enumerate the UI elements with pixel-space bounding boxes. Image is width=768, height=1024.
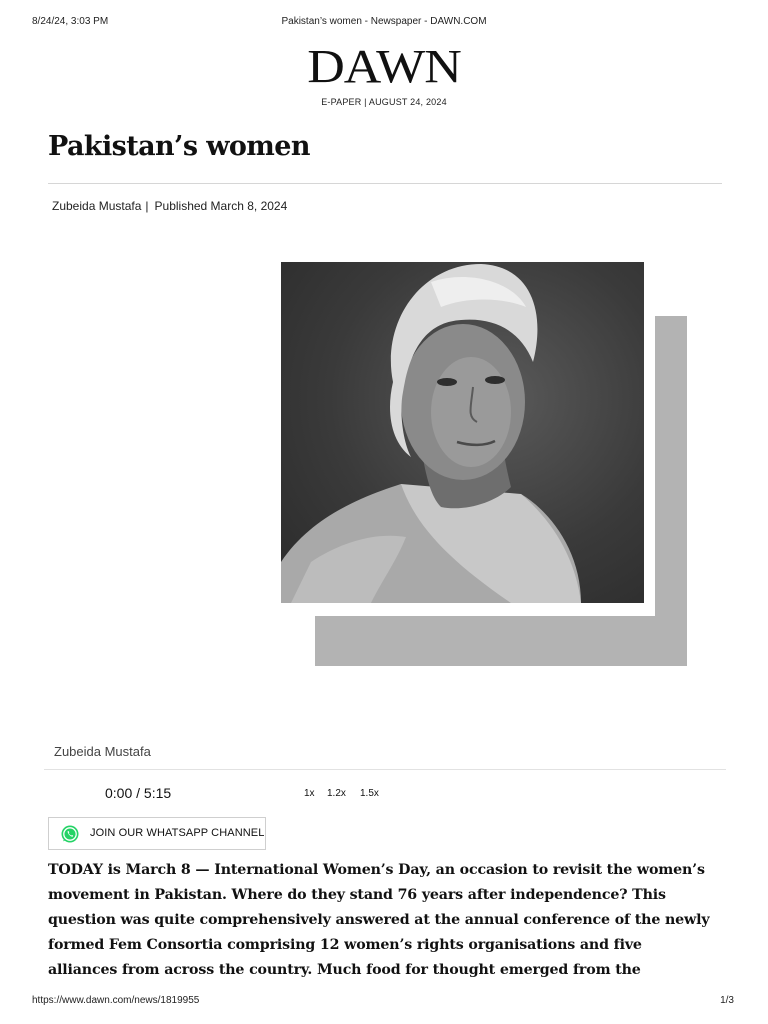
author-portrait-illustration — [281, 262, 644, 603]
author-photo — [281, 262, 644, 603]
print-header — [32, 16, 736, 30]
body-line: movement in Pakistan. Where do they stand 76 years after independence? This — [48, 887, 666, 903]
whatsapp-icon — [60, 824, 80, 844]
byline — [52, 199, 287, 213]
print-url: https://www.dawn.com/news/1819955 — [32, 995, 200, 1006]
photo-caption: Zubeida Mustafa — [54, 744, 151, 759]
body-line: formed Fem Consortia comprising 12 women’s rights organisations and five — [48, 937, 642, 953]
body-line: alliances from across the country. Much food for thought emerged from the — [48, 962, 641, 978]
published-date: Published March 8, 2024 — [154, 199, 288, 213]
join-whatsapp-channel-button[interactable] — [48, 817, 266, 850]
caption-divider — [44, 769, 726, 770]
body-line: question was quite comprehensively answered at the annual conference of the newly — [48, 912, 710, 928]
author-link[interactable]: Zubeida Mustafa — [52, 199, 142, 213]
edition-date: E-PAPER | AUGUST 24, 2024 — [321, 97, 447, 107]
speed-1.2x-button[interactable]: 1.2x — [327, 788, 346, 799]
article-headline: Pakistan’s women — [48, 131, 310, 162]
print-page-title: Pakistan’s women - Newspaper - DAWN.COM — [281, 16, 487, 27]
headline-divider — [48, 183, 722, 184]
article-body — [48, 858, 728, 983]
author-photo-container — [275, 256, 689, 668]
print-datetime: 8/24/24, 3:03 PM — [32, 16, 109, 27]
speed-1.5x-button[interactable]: 1.5x — [360, 788, 379, 799]
print-page-number: 1/3 — [720, 995, 734, 1006]
print-footer — [32, 995, 736, 1009]
speed-1x-button[interactable]: 1x — [304, 788, 315, 799]
whatsapp-button-label: JOIN OUR WHATSAPP CHANNEL — [90, 827, 265, 839]
byline-separator: | — [145, 199, 149, 213]
dawn-logo[interactable]: DAWN — [307, 41, 461, 94]
audio-time-display: 0:00 / 5:15 — [105, 785, 172, 801]
photo-frame — [275, 256, 655, 616]
body-line: TODAY is March 8 — International Women’s Day, an occasion to revisit the women’s — [48, 862, 705, 878]
